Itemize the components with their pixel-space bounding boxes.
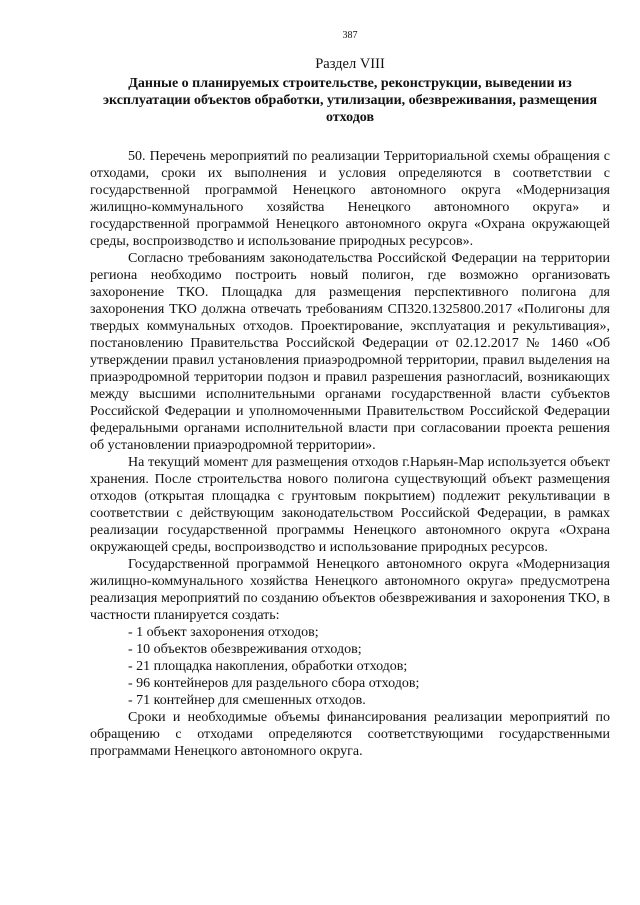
section-label: Раздел VIII	[315, 56, 385, 72]
paragraph-current-storage: На текущий момент для размещения отходов г.Нарьян-Мар используется объект хранения. После строительства нового полигона существующий объект размещения отходов (открытая площадка с грунтовым покрытием) подлежит рекультивации в соответствии с действующим законодательством Российской Федерации, в рамках реализации государственной программы Ненецкого автономного округа «Охрана окружающей среды, воспроизводство и использование природных ресурсов.	[90, 455, 610, 555]
list-item: - 71 контейнер для смешенных отходов.	[128, 693, 366, 708]
list-item: - 10 объектов обезвреживания отходов;	[128, 642, 362, 657]
paragraph-new-landfill-requirements: Согласно требованиям законодательства Российской Федерации на территории региона необходимо построить новый полигон, где возможно организовать захоронение ТКО. Площадка для размещения перспективного полигона для захоронения ТКО должна отвечать требованиям СП320.1325800.2017 «Полигоны для твердых коммунальных отходов. Проектирование, эксплуатация и рекультивация», постановлению Правительства Российской Федерации от 02.12.2017 № 1460 «Об утверждении правил установления приаэродромной территории, правил выделения на приаэродромной территории подзон и правил разрешения разногласий, возникающих между высшими исполнительными органами государственной власти субъектов Российской Федерации и уполномоченными Правительством Российской Федерации федеральными органами исполнительной власти при согласовании проекта решения об установлении приаэродромной территории».	[90, 251, 610, 453]
paragraph-measures-list: 50. Перечень мероприятий по реализации Территориальной схемы обращения с отходами, сроки их выполнения и условия определяются в соответствии с государственной программой Ненецкого автономного округа «Модернизация жилищно-коммунального хозяйства Ненецкого автономного округа» и государственной программой Ненецкого автономного округа «Охрана окружающей среды, воспроизводство и использование природных ресурсов».	[90, 149, 610, 249]
list-item: - 1 объект захоронения отходов;	[128, 625, 319, 640]
section-title: Данные о планируемых строительстве, реконструкции, выведении из эксплуатации объектов обработки, утилизации, обезвреживания, размещения отходов	[102, 76, 598, 125]
list-item: - 96 контейнеров для раздельного сбора отходов;	[128, 676, 420, 691]
page-number: 387	[342, 30, 358, 41]
list-item: - 21 площадка накопления, обработки отходов;	[128, 659, 408, 674]
planned-facilities-list	[90, 624, 610, 709]
paragraph-financing: Сроки и необходимые объемы финансирования реализации мероприятий по обращению с отходами определяются соответствующими государственными программами Ненецкого автономного округа.	[90, 710, 610, 759]
paragraph-state-program: Государственной программой Ненецкого автономного округа «Модернизация жилищно-коммунального хозяйства Ненецкого автономного округа» предусмотрена реализация мероприятий по созданию объектов обезвреживания и захоронения ТКО, в частности планируется создать:	[90, 557, 610, 623]
document-page	[90, 30, 610, 760]
